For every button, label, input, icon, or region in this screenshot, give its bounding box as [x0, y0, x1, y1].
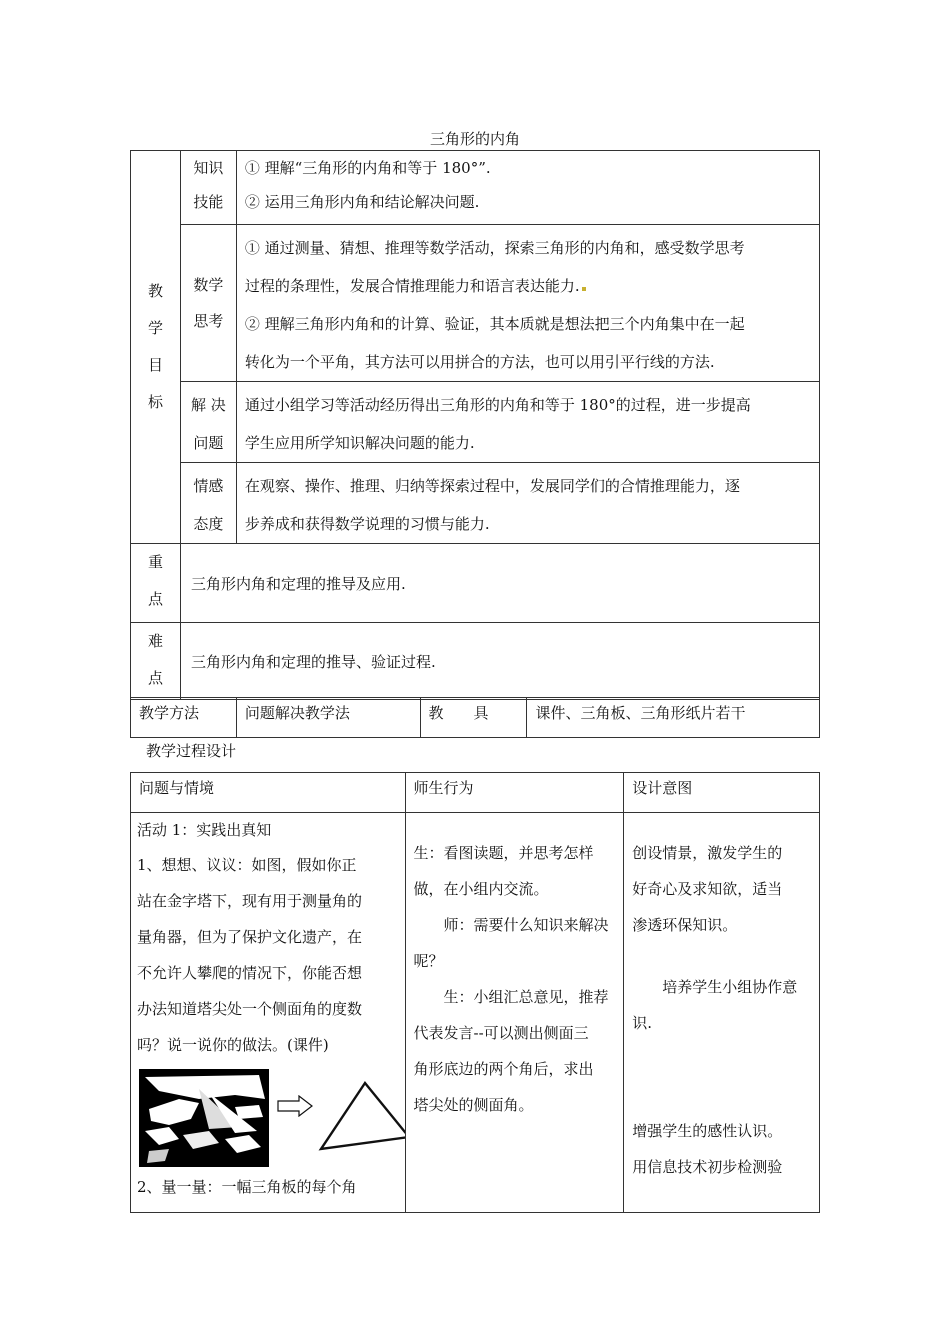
intent-line: 创设情景，激发学生的: [632, 844, 783, 862]
header-intent: 设计意图: [624, 773, 820, 813]
header-scenario: 问题与情境: [131, 773, 406, 813]
body-line: 转化为一个平角，其方法可以用拼合的方法，也可以用引平行线的方法.: [244, 353, 715, 371]
scenario-line: 站在金字塔下，现有用于测量角的: [137, 892, 363, 910]
label-line: 知识: [193, 159, 224, 177]
behavior-line: 师：需要什么知识来解决: [443, 916, 609, 934]
intent-line: 识.: [632, 1014, 653, 1032]
pyramid-photo: [139, 1069, 269, 1167]
tools-label: 教 具: [420, 698, 527, 738]
row-label-problem: [180, 382, 236, 463]
body-line: ② 运用三角形内角和结论解决问题.: [244, 193, 480, 211]
scenario-line: 1、想想、议议：如图，假如你正: [137, 856, 357, 874]
row-label-thinking: [180, 225, 236, 382]
scenario-line: 2、量一量：一幅三角板的每个角: [137, 1178, 357, 1196]
body-line: ① 理解“三角形的内角和等于 180°”.: [244, 159, 491, 177]
intent-line: 用信息技术初步检测验: [632, 1158, 783, 1176]
behavior-line: 塔尖处的侧面角。: [413, 1096, 534, 1114]
behavior-cell: [405, 813, 624, 1213]
label-line: 情感: [193, 477, 224, 495]
activity-title: 活动 1：实践出真知: [137, 821, 272, 839]
method-table: [130, 697, 820, 738]
difficulty-value: 三角形内角和定理的推导、验证过程.: [190, 652, 436, 671]
label-line: 思考: [193, 312, 224, 330]
label-line: 数学: [193, 276, 224, 294]
intent-line: 渗透环保知识。: [632, 916, 738, 934]
label-line: 态度: [193, 515, 224, 533]
row-body-attitude: [236, 463, 819, 544]
key-point-value: 三角形内角和定理的推导及应用.: [190, 574, 406, 593]
triangle-icon: [317, 1077, 405, 1157]
body-line: ② 理解三角形内角和的计算、验证，其本质就是想法把三个内角集中在一起: [244, 315, 745, 333]
group-char: 学: [147, 319, 163, 337]
body-line: 步养成和获得数学说理的习惯与能力.: [244, 515, 490, 533]
intent-cell: [624, 813, 820, 1213]
scenario-line: 吗？说一说你的做法。(课件): [137, 1036, 329, 1054]
behavior-line: 呢？: [413, 952, 444, 970]
objectives-table: [130, 150, 820, 700]
row-body-thinking: [236, 225, 819, 382]
mark-dot: [582, 287, 586, 291]
body-line: ① 通过测量、猜想、推理等数学活动，探索三角形的内角和，感受数学思考: [244, 239, 745, 257]
group-char: 标: [147, 393, 163, 411]
label-char: 难: [147, 632, 163, 650]
key-point-label: [131, 544, 181, 623]
arrow-right-icon: [277, 1095, 313, 1117]
scenario-line: 不允许人攀爬的情况下，你能否想: [137, 964, 363, 982]
behavior-line: 做，在小组内交流。: [413, 880, 549, 898]
body-line-with-mark: [245, 267, 811, 305]
label-char: 点: [147, 590, 163, 608]
label-line: 解 决: [191, 396, 226, 414]
behavior-line: 生：小组汇总意见，推荐: [443, 988, 609, 1006]
page-title: 三角形的内角: [429, 130, 520, 148]
behavior-line: 代表发言--可以测出侧面三: [413, 1024, 589, 1042]
method-label: 教学方法: [131, 698, 237, 738]
row-body-problem: [236, 382, 819, 463]
intent-line: 好奇心及求知欲，适当: [632, 880, 783, 898]
figure-row: [137, 1067, 401, 1167]
row-body-knowledge: [236, 151, 819, 225]
label-line: 技能: [193, 193, 224, 211]
label-char: 重: [147, 553, 163, 571]
row-label-knowledge: [180, 151, 236, 225]
process-table: [130, 772, 820, 1213]
scenario-line: 办法知道塔尖处一个侧面角的度数: [137, 1000, 363, 1018]
difficulty-label: [131, 623, 181, 700]
body-line: 在观察、操作、推理、归纳等探索过程中，发展同学们的合情推理能力，逐: [244, 477, 740, 495]
body-line: 通过小组学习等活动经历得出三角形的内角和等于 180°的过程，进一步提高: [244, 396, 751, 414]
header-behavior: 师生行为: [405, 773, 624, 813]
process-title: 教学过程设计: [146, 742, 237, 760]
objectives-group-label: [131, 151, 181, 544]
intent-line: 增强学生的感性认识。: [632, 1122, 783, 1140]
group-char: 目: [147, 356, 163, 374]
difficulty-text: [180, 623, 819, 700]
scenario-line: 量角器，但为了保护文化遗产，在: [137, 928, 363, 946]
label-char: 点: [147, 669, 163, 687]
scenario-cell: [131, 813, 406, 1213]
behavior-line: 角形底边的两个角后，求出: [413, 1060, 594, 1078]
method-value: 问题解决教学法: [236, 698, 420, 738]
behavior-line: 生：看图读题，并思考怎样: [413, 844, 594, 862]
body-line: 学生应用所学知识解决问题的能力.: [244, 434, 475, 452]
body-line: 过程的条理性，发展合情推理能力和语言表达能力.: [244, 277, 580, 295]
intent-line: 培养学生小组协作意: [662, 978, 798, 996]
tools-value: 课件、三角板、三角形纸片若干: [527, 698, 820, 738]
key-point-text: [180, 544, 819, 623]
group-char: 教: [147, 282, 163, 300]
row-label-attitude: [180, 463, 236, 544]
label-line: 问题: [193, 434, 224, 452]
